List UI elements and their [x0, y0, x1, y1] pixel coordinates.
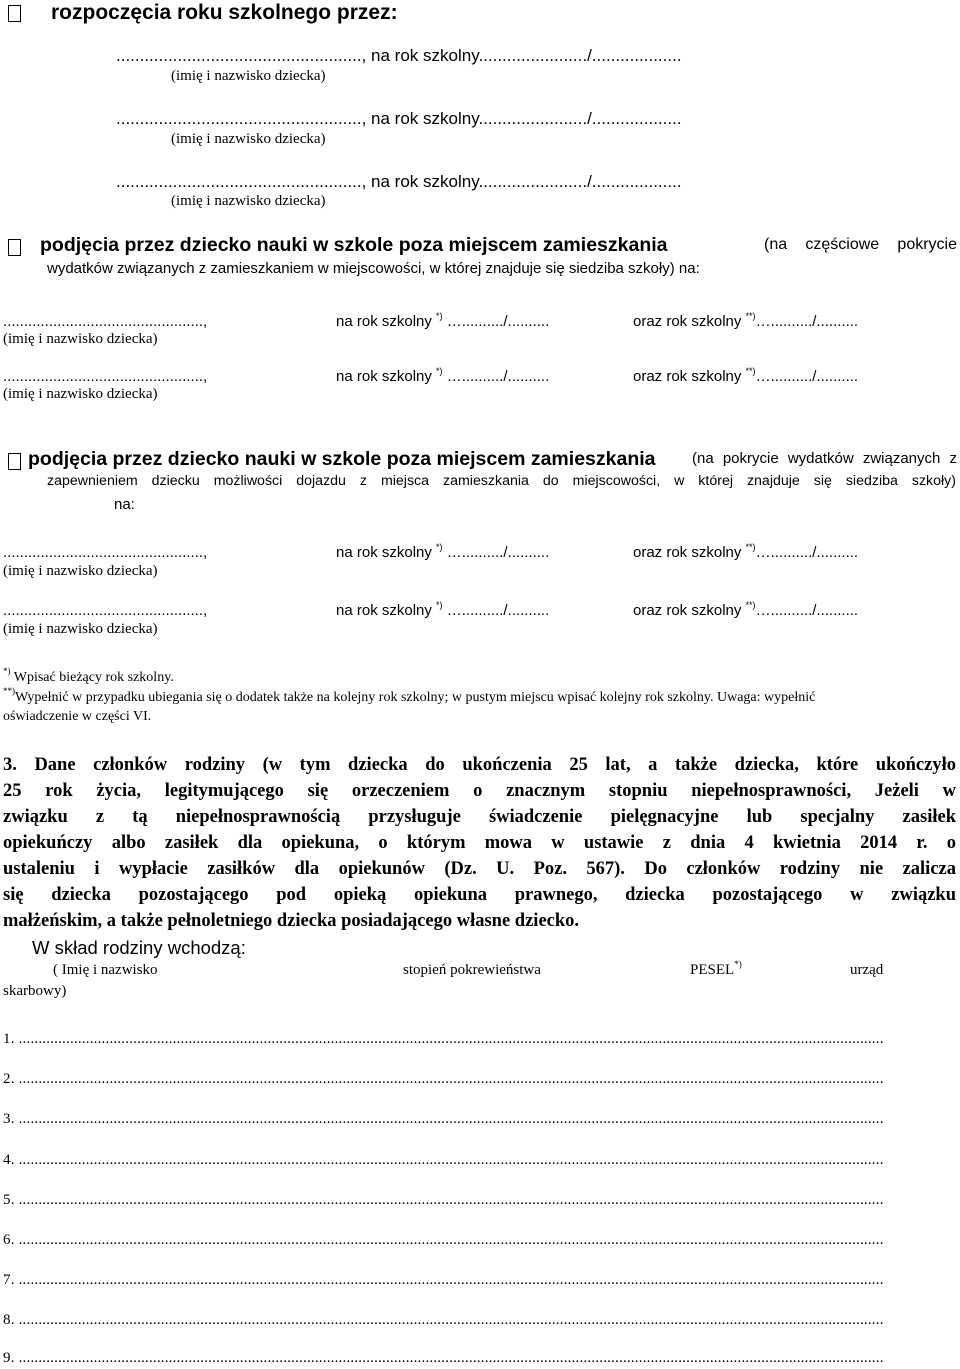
- residence-row-2-next: oraz rok szkolny **)…........../..........: [633, 366, 859, 385]
- footnote-next-year-1: **)Wypełnić w przypadku ubiegania się o dodatek także na kolejny rok szkolny; w pustym miejscu wpisać kolejny rok szkolny. Uwaga: wypełnić: [3, 686, 816, 705]
- section-commute-note-3: na:: [114, 496, 135, 513]
- family-entry-9[interactable]: 9. ...........................................................................................................................................................................................................................: [3, 1350, 884, 1366]
- commute-row-2-next: oraz rok szkolny **)…........../..........: [633, 600, 859, 619]
- section3-line-4: opiekuńczy albo zasiłek dla opiekuna, o którym mowa w ustawie z dnia 4 kwietnia 2014 r. o: [3, 833, 956, 853]
- residence-row-2-name: ................................................,: [3, 368, 208, 385]
- residence-row-1-name: ................................................,: [3, 313, 208, 330]
- column-relation: stopień pokrewieństwa: [403, 962, 541, 978]
- section-residence-note-2: wydatków związanych z zamieszkaniem w miejscowości, w której znajduje się siedziba szkoły) na:: [47, 260, 700, 277]
- family-intro: W skład rodziny wchodzą:: [32, 937, 246, 958]
- family-entry-2[interactable]: 2. ...........................................................................................................................................................................................................................: [3, 1071, 884, 1087]
- commute-row-1-name: ................................................,: [3, 544, 208, 561]
- residence-row-1-caption: (imię i nazwisko dziecka): [3, 331, 158, 347]
- commute-row-2-name: ................................................,: [3, 602, 208, 619]
- footnote-next-year-2: oświadczenie w części VI.: [3, 709, 152, 724]
- family-entry-5[interactable]: 5. ...........................................................................................................................................................................................................................: [3, 1192, 884, 1208]
- column-pesel: PESEL*): [690, 959, 742, 978]
- column-name: ( Imię i nazwisko: [53, 962, 158, 978]
- commute-row-2-year: na rok szkolny *) …........../..........: [336, 600, 550, 619]
- commute-row-2-caption: (imię i nazwisko dziecka): [3, 621, 158, 637]
- section-commute-title: podjęcia przez dziecko nauki w szkole poza miejscem zamieszkania: [28, 448, 656, 470]
- footnote-current-year: *) Wpisać bieżący rok szkolny.: [3, 666, 174, 685]
- start-row-1: ...................................................., na rok szkolny......................./...................: [116, 46, 682, 65]
- residence-row-1-next: oraz rok szkolny **)…........../..........: [633, 311, 859, 330]
- start-row-2-caption: (imię i nazwisko dziecka): [171, 131, 326, 147]
- start-row-2: ...................................................., na rok szkolny......................./...................: [116, 109, 682, 128]
- checkbox-school-start[interactable]: [8, 5, 21, 22]
- section3-line-3: związku z tą niepełnosprawnością przysługuje świadczenie pielęgnacyjne lub specjalny zasiłek: [3, 807, 956, 827]
- family-entry-1[interactable]: 1. ...........................................................................................................................................................................................................................: [3, 1031, 884, 1047]
- section-commute-note-2: zapewnieniem dziecku możliwości dojazdu z miejsca zamieszkania do miejscowości, w której znajduje się siedziba szkoły): [47, 473, 956, 489]
- section3-line-5: ustaleniu i wypłacie zasiłków dla opiekunów (Dz. U. Poz. 567). Do członków rodziny nie zalicza: [3, 859, 956, 879]
- column-office-cont: skarbowy): [3, 983, 67, 999]
- start-row-3-caption: (imię i nazwisko dziecka): [171, 193, 326, 209]
- column-office: urząd: [850, 962, 884, 978]
- start-row-1-caption: (imię i nazwisko dziecka): [171, 68, 326, 84]
- section-residence-note-1: (na częściowe pokrycie: [764, 236, 957, 253]
- section-residence-title: podjęcia przez dziecko nauki w szkole poza miejscem zamieszkania: [40, 234, 668, 256]
- commute-row-1-next: oraz rok szkolny **)…........../..........: [633, 542, 859, 561]
- commute-row-1-caption: (imię i nazwisko dziecka): [3, 563, 158, 579]
- checkbox-commute[interactable]: [8, 453, 21, 470]
- residence-row-1-year: na rok szkolny *) …........../..........: [336, 311, 550, 330]
- residence-row-2-caption: (imię i nazwisko dziecka): [3, 386, 158, 402]
- checkbox-residence[interactable]: [8, 239, 21, 256]
- section-commute-note-1: (na pokrycie wydatków związanych z: [692, 450, 957, 467]
- start-row-3: ...................................................., na rok szkolny......................./...................: [116, 172, 682, 191]
- residence-row-2-year: na rok szkolny *) …........../..........: [336, 366, 550, 385]
- section3-line-6: się dziecka pozostającego pod opieką opiekuna prawnego, dziecka pozostającego w związku: [3, 885, 956, 905]
- family-entry-3[interactable]: 3. ...........................................................................................................................................................................................................................: [3, 1111, 884, 1127]
- family-entry-4[interactable]: 4. ...........................................................................................................................................................................................................................: [3, 1152, 884, 1168]
- family-entry-6[interactable]: 6. ...........................................................................................................................................................................................................................: [3, 1232, 884, 1248]
- section-start-title: rozpoczęcia roku szkolnego przez:: [51, 1, 398, 24]
- section3-line-1: 3. Dane członków rodziny (w tym dziecka do ukończenia 25 lat, a także dziecka, które ukończyło: [3, 755, 956, 775]
- family-entry-7[interactable]: 7. ...........................................................................................................................................................................................................................: [3, 1272, 884, 1288]
- section3-line-7: małżeńskim, a także pełnoletniego dziecka posiadającego własne dziecko.: [3, 911, 580, 931]
- section3-line-2: 25 rok życia, legitymującego się orzeczeniem o znacznym stopniu niepełnosprawności, Jeżeli w: [3, 781, 956, 801]
- family-entry-8[interactable]: 8. ...........................................................................................................................................................................................................................: [3, 1312, 884, 1328]
- commute-row-1-year: na rok szkolny *) …........../..........: [336, 542, 550, 561]
